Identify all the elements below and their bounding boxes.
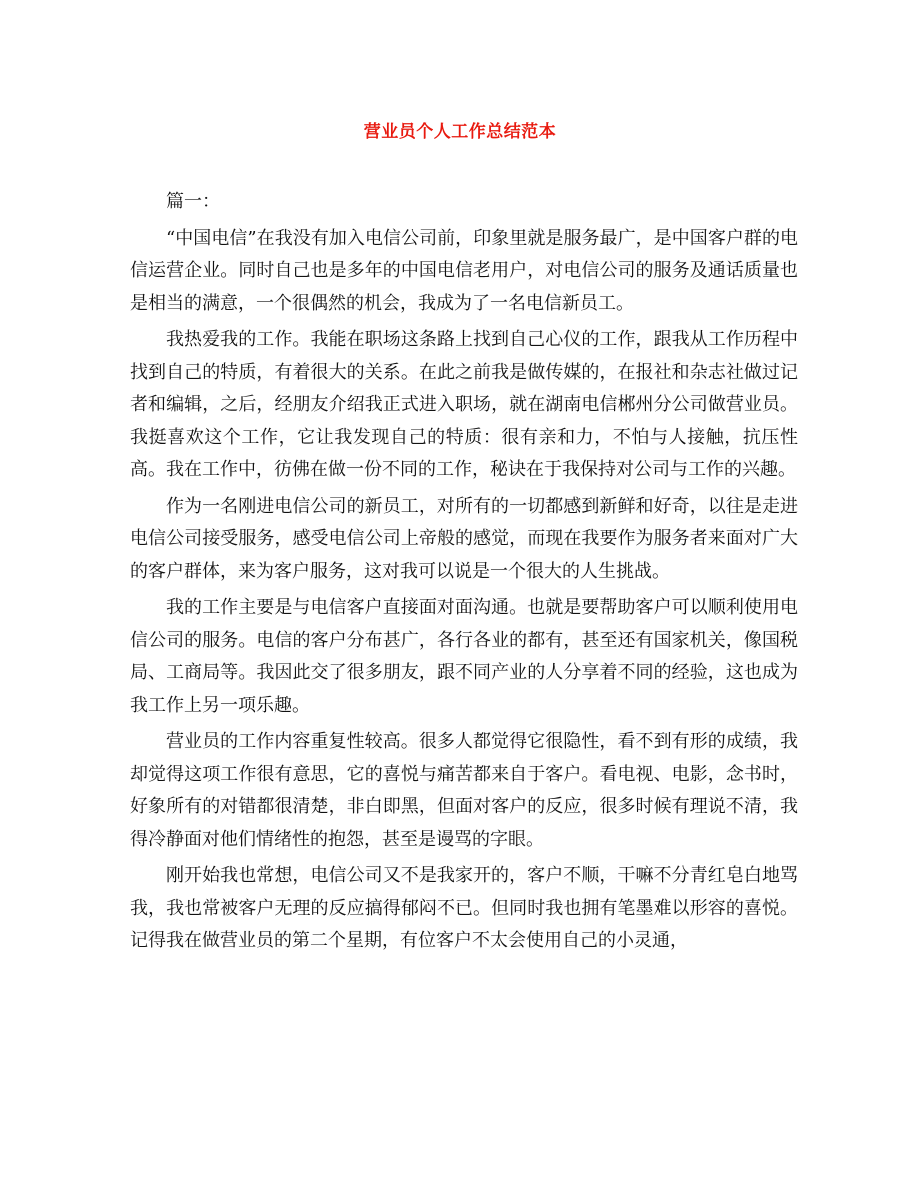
paragraph: 作为一名刚进电信公司的新员工，对所有的一切都感到新鲜和好奇，以往是走进电信公司接受服务，感受电信公司上帝般的感觉，而现在我要作为服务者来面对广大的客户群体，来为客户服务，这对我可以说是一个很大的人生挑战。 — [130, 495, 798, 582]
paragraph: 我的工作主要是与电信客户直接面对面沟通。也就是要帮助客户可以顺利使用电信公司的服务。电信的客户分布甚广，各行各业的都有，甚至还有国家机关，像国税局、工商局等。我因此交了很多朋友，跟不同产业的人分享着不同的经验，这也成为我工作上另一项乐趣。 — [130, 597, 798, 716]
document-title: 营业员个人工作总结范本 — [363, 122, 557, 142]
paragraph: 刚开始我也常想，电信公司又不是我家开的，客户不顺，干嘛不分青红皂白地骂我，我也常被客户无理的反应搞得郁闷不已。但同时我也拥有笔墨难以形容的喜悦。记得我在做营业员的第二个星期，有位客户不太会使用自己的小灵通， — [130, 865, 798, 951]
section-label: 篇一： — [166, 191, 220, 212]
paragraph: 我热爱我的工作。我能在职场这条路上找到自己心仪的工作，跟我从工作历程中找到自己的特质，有着很大的关系。在此之前我是做传媒的，在报社和杂志社做过记者和编辑，之后，经朋友介绍我正式进入职场，就在湖南电信郴州分公司做营业员。我挺喜欢这个工作，它让我发现自己的特质：很有亲和力，不怕与人接触，抗压性高。我在工作中，彷佛在做一份不同的工作，秘诀在于我保持对公司与工作的兴趣。 — [130, 329, 798, 480]
paragraph: “中国电信”在我没有加入电信公司前，印象里就是服务最广，是中国客户群的电信运营企业。同时自己也是多年的中国电信老用户，对电信公司的服务及通话质量也是相当的满意，一个很偶然的机会，我成为了一名电信新员工。 — [130, 227, 798, 314]
paragraph: 营业员的工作内容重复性较高。很多人都觉得它很隐性，看不到有形的成绩，我却觉得这项工作很有意思，它的喜悦与痛苦都来自于客户。看电视、电影，念书时，好象所有的对错都很清楚，非白即黑，但面对客户的反应，很多时候有理说不清，我得冷静面对他们情绪性的抱怨，甚至是谩骂的字眼。 — [130, 731, 798, 850]
document-body — [130, 186, 798, 962]
